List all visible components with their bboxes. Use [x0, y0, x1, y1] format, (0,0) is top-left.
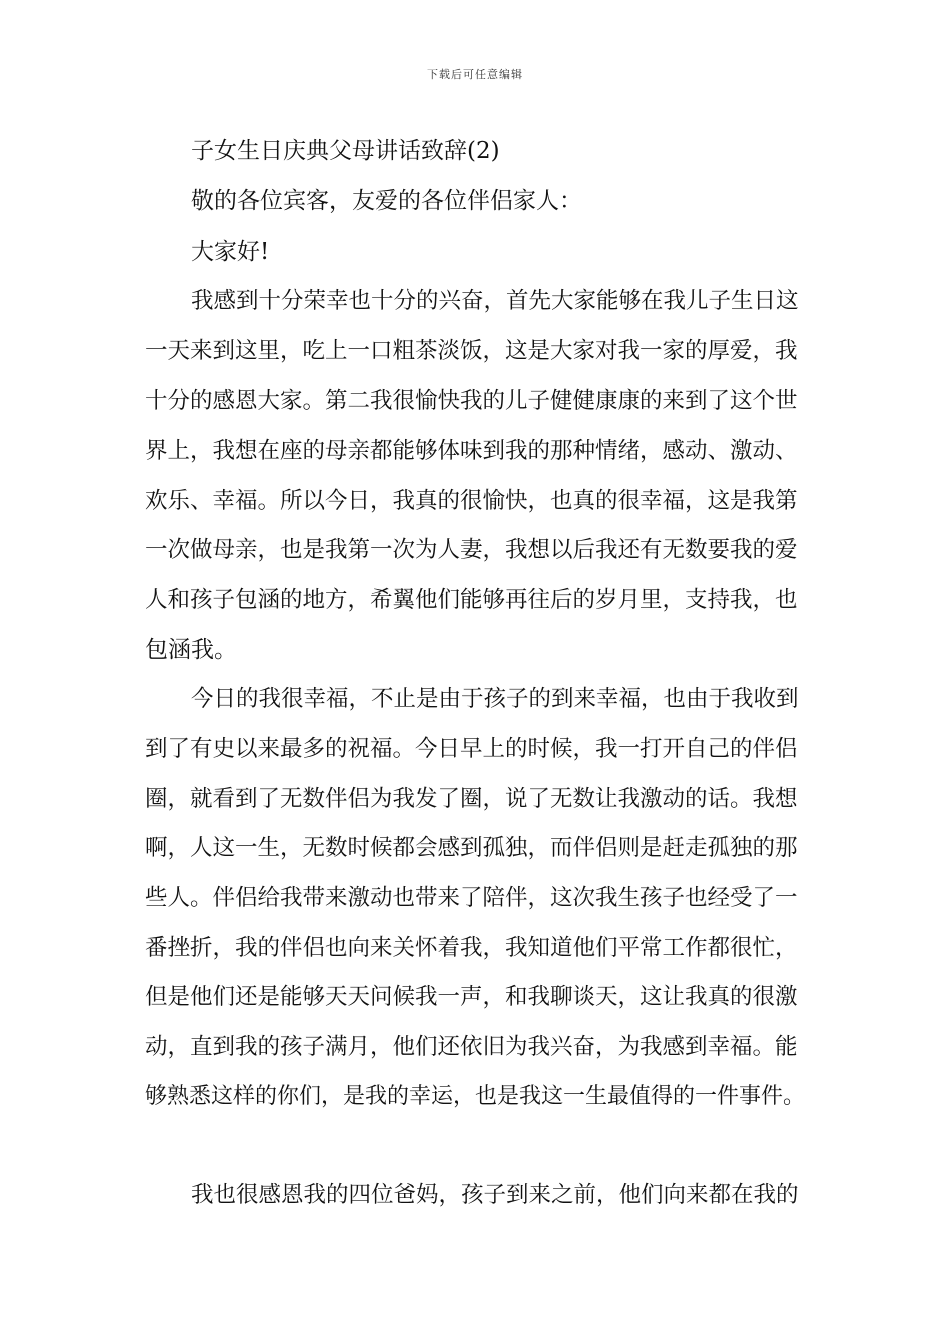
paragraph-line: 界上，我想在座的母亲都能够体味到我的那种情绪，感动、激动、	[145, 438, 798, 464]
document-title: 子女生日庆典父母讲话致辞(2)	[191, 138, 500, 164]
salutation: 敬的各位宾客，友爱的各位伴侣家人：	[191, 188, 582, 214]
paragraph-line: 今日的我很幸福，不止是由于孩子的到来幸福，也由于我收到	[191, 686, 799, 712]
paragraph-line: 够熟悉这样的你们，是我的幸运，也是我这一生最值得的一件事件。	[145, 1084, 806, 1109]
paragraph-line: 一天来到这里，吃上一口粗茶淡饭，这是大家对我一家的厚爱，我	[145, 338, 798, 364]
paragraph-line: 我也很感恩我的四位爸妈，孩子到来之前，他们向来都在我的	[191, 1182, 799, 1208]
paragraph-line: 一次做母亲，也是我第一次为人妻，我想以后我还有无数要我的爱	[145, 537, 798, 563]
paragraph-line: 但是他们还是能够天天问候我一声，和我聊谈天，这让我真的很激	[145, 984, 798, 1010]
paragraph-line: 欢乐、幸福。所以今日，我真的很愉快，也真的很幸福，这是我第	[145, 488, 798, 514]
paragraph-line: 我感到十分荣幸也十分的兴奋，首先大家能够在我儿子生日这	[191, 288, 799, 314]
header-note: 下载后可任意编辑	[427, 68, 523, 81]
paragraph-line: 到了有史以来最多的祝福。今日早上的时候，我一打开自己的伴侣	[145, 736, 798, 762]
greeting: 大家好!	[191, 239, 270, 265]
paragraph-line: 番挫折，我的伴侣也向来关怀着我，我知道他们平常工作都很忙，	[145, 935, 798, 961]
paragraph-line: 人和孩子包涵的地方，希翼他们能够再往后的岁月里，支持我，也	[145, 587, 798, 613]
paragraph-line: 些人。伴侣给我带来激动也带来了陪伴，这次我生孩子也经受了一	[145, 885, 798, 911]
paragraph-line: 动，直到我的孩子满月，他们还依旧为我兴奋，为我感到幸福。能	[145, 1034, 798, 1060]
paragraph-line: 圈，就看到了无数伴侣为我发了圈，说了无数让我激动的话。我想	[145, 786, 798, 812]
paragraph-line: 十分的感恩大家。第二我很愉快我的儿子健健康康的来到了这个世	[145, 388, 798, 414]
paragraph-line: 啊，人这一生，无数时候都会感到孤独，而伴侣则是赶走孤独的那	[145, 835, 798, 861]
paragraph-line: 包涵我。	[145, 637, 237, 663]
